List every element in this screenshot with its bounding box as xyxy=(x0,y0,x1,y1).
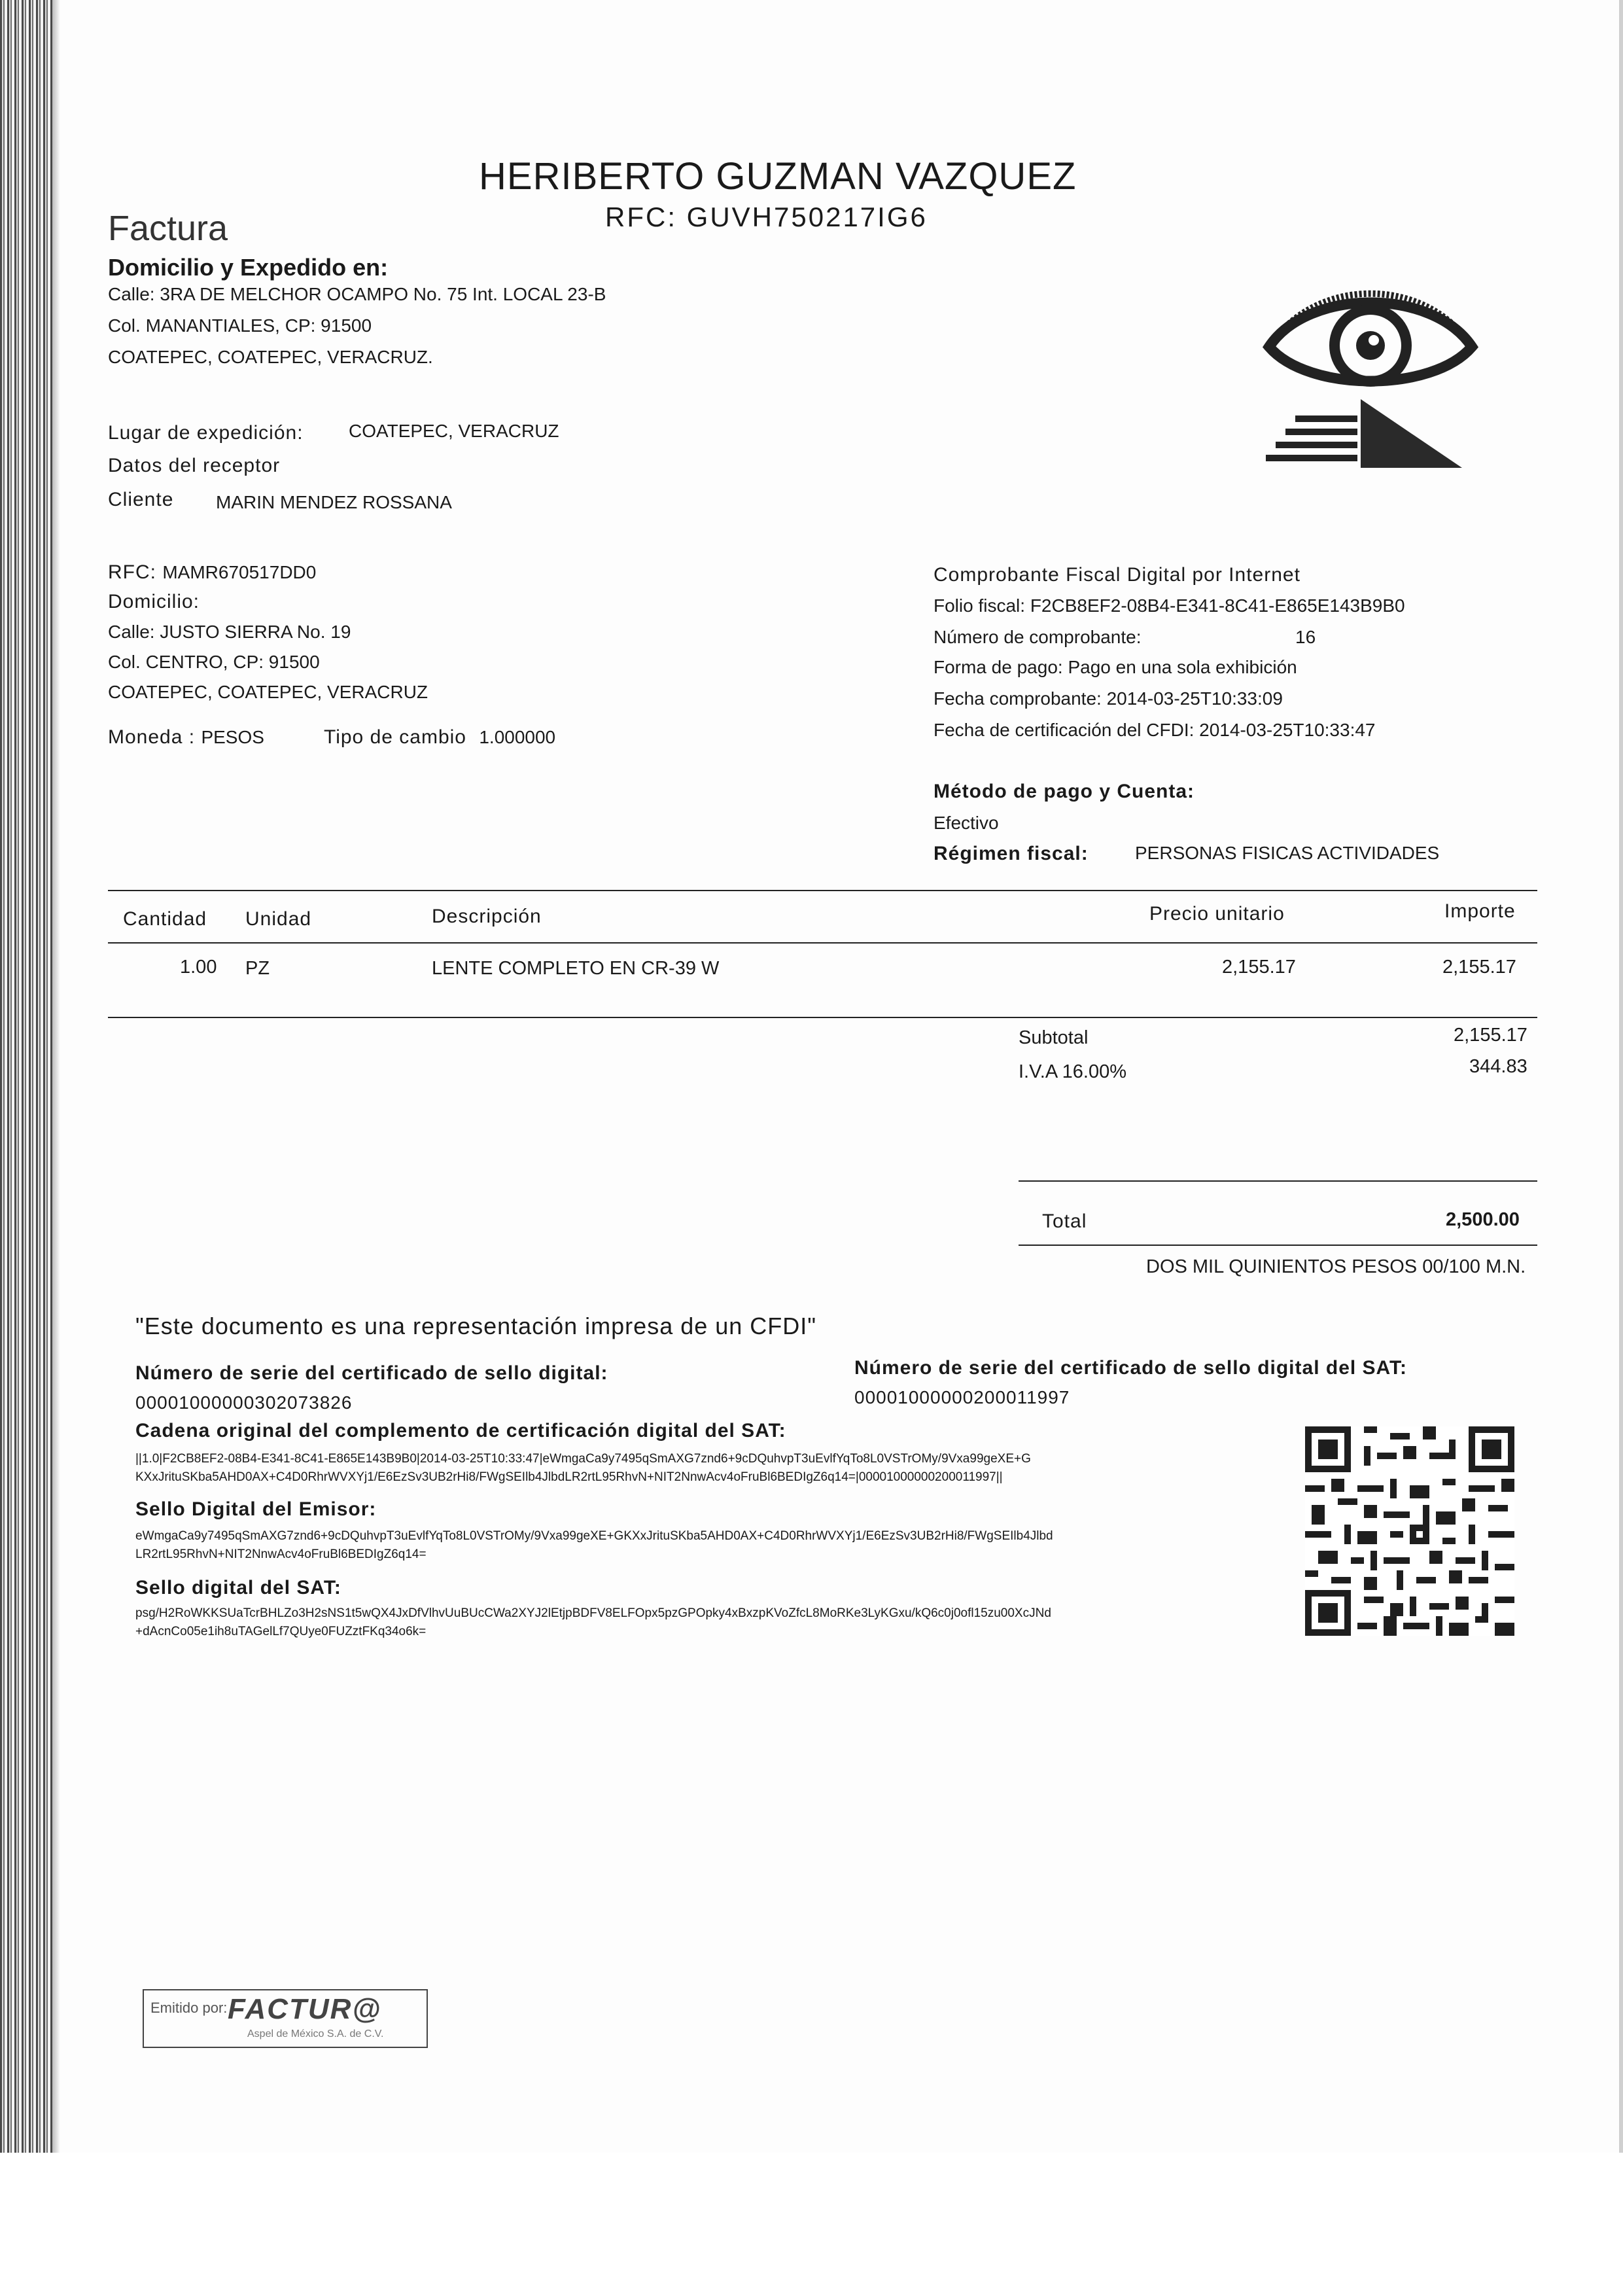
total-value: 2,500.00 xyxy=(1446,1209,1520,1230)
receptor-rfc-label: RFC: xyxy=(108,561,156,583)
lugar-label: Lugar de expedición: xyxy=(108,422,304,444)
row-descripcion: LENTE COMPLETO EN CR-39 W xyxy=(432,958,720,979)
moneda-value: PESOS xyxy=(201,727,264,747)
scan-edge xyxy=(0,0,52,2153)
sello-sat-label: Sello digital del SAT: xyxy=(135,1577,341,1598)
qr-code xyxy=(1305,1426,1514,1636)
total-letra: DOS MIL QUINIENTOS PESOS 00/100 M.N. xyxy=(1146,1256,1526,1277)
cfdi-representation: "Este documento es una representación impresa de un CFDI" xyxy=(135,1313,817,1339)
facture-stamp xyxy=(143,1989,428,2048)
regimen-value: PERSONAS FISICAS ACTIVIDADES xyxy=(1135,843,1440,863)
total-bottom-rule xyxy=(1019,1245,1537,1246)
cliente-label: Cliente xyxy=(108,489,174,510)
tipo-cambio-label: Tipo de cambio xyxy=(324,726,466,748)
table-header-rule xyxy=(108,942,1537,944)
cfdi-numero-label: Número de comprobante: xyxy=(934,627,1142,647)
cfdi-fecha-cert: Fecha de certificación del CFDI: 2014-03-25T10:33:47 xyxy=(934,720,1376,740)
cliente-value: MARIN MENDEZ ROSSANA xyxy=(216,492,452,512)
scan-bottom-margin xyxy=(0,2153,1623,2296)
tipo-cambio xyxy=(324,726,555,749)
regimen-label: Régimen fiscal: xyxy=(934,843,1089,864)
cfdi-heading: Comprobante Fiscal Digital por Internet xyxy=(934,564,1300,586)
issuer-name: HERIBERTO GUZMAN VAZQUEZ xyxy=(479,155,1077,198)
row-importe: 2,155.17 xyxy=(1442,957,1516,978)
cfdi-forma: Forma de pago: Pago en una sola exhibición xyxy=(934,657,1297,677)
issuer-rfc-value: GUVH750217IG6 xyxy=(686,202,928,232)
serie-sat-value: 00001000000200011997 xyxy=(854,1387,1070,1407)
moneda-label: Moneda : xyxy=(108,726,196,748)
serie-emisor-label: Número de serie del certificado de sello digital: xyxy=(135,1362,608,1384)
domicilio-line1: Calle: 3RA DE MELCHOR OCAMPO No. 75 Int. LOCAL 23-B xyxy=(108,284,606,304)
receptor-line2: Col. CENTRO, CP: 91500 xyxy=(108,652,320,672)
col-unidad: Unidad xyxy=(245,908,312,930)
moneda xyxy=(108,726,264,749)
metodo-heading: Método de pago y Cuenta: xyxy=(934,781,1195,802)
domicilio-line3: COATEPEC, COATEPEC, VERACRUZ. xyxy=(108,347,433,367)
doc-type-title: Factura xyxy=(108,209,228,248)
serie-sat-label: Número de serie del certificado de sello digital del SAT: xyxy=(854,1357,1407,1379)
col-cantidad: Cantidad xyxy=(123,908,207,930)
row-precio: 2,155.17 xyxy=(1222,957,1296,978)
receptor-line1: Calle: JUSTO SIERRA No. 19 xyxy=(108,622,351,642)
issuer-rfc xyxy=(605,202,928,233)
sello-emisor-label: Sello Digital del Emisor: xyxy=(135,1498,377,1520)
col-importe: Importe xyxy=(1444,900,1516,922)
receptor-line3: COATEPEC, COATEPEC, VERACRUZ xyxy=(108,682,428,702)
cadena-line2: KXxJrituSKba5AHD0AX+C4D0RhrWVXYj1/E6EzSv3UB2rHi8/FWgSEIlb4JlbdLR2rtL95RhvN+NIT2NnwAcv4oFruBl6BEDIgZ6q14=|00001000000200011997|| xyxy=(135,1470,1003,1484)
cfdi-folio: Folio fiscal: F2CB8EF2-08B4-E341-8C41-E865E143B9B0 xyxy=(934,595,1405,616)
cfdi-fecha: Fecha comprobante: 2014-03-25T10:33:09 xyxy=(934,688,1283,709)
col-descripcion: Descripción xyxy=(432,906,542,927)
total-label: Total xyxy=(1042,1210,1087,1232)
receptor-domicilio-label: Domicilio: xyxy=(108,591,200,612)
domicilio-line2: Col. MANANTIALES, CP: 91500 xyxy=(108,315,372,336)
row-unidad: PZ xyxy=(245,958,270,979)
tipo-cambio-value: 1.000000 xyxy=(479,727,556,747)
scan-right-edge xyxy=(1619,0,1623,2153)
iva-value: 344.83 xyxy=(1469,1056,1527,1077)
table-bottom-rule xyxy=(108,1017,1537,1018)
iva-label: I.V.A 16.00% xyxy=(1019,1061,1127,1082)
total-top-rule xyxy=(1019,1180,1537,1182)
domicilio-heading: Domicilio y Expedido en: xyxy=(108,254,389,281)
row-cantidad: 1.00 xyxy=(180,957,217,978)
subtotal-label: Subtotal xyxy=(1019,1027,1089,1048)
receptor-rfc xyxy=(108,561,316,584)
lugar-value: COATEPEC, VERACRUZ xyxy=(349,421,559,441)
subtotal-value: 2,155.17 xyxy=(1454,1025,1527,1046)
metodo-value: Efectivo xyxy=(934,813,999,833)
col-precio: Precio unitario xyxy=(1149,903,1285,925)
sello-emisor-line1: eWmgaCa9y7495qSmAXG7znd6+9cDQuhvpT3uEvlfYqTo8L0VSTrOMy/9Vxa99geXE+GKXxJrituSKba5AHD0AX+C4D0RhrWVXYj1/E6EzSv3UB2rHi8/FWgSEIlb4Jlbd xyxy=(135,1529,1053,1543)
table-top-rule xyxy=(108,890,1537,891)
facture-brand: FACTUR@ xyxy=(228,1993,382,2025)
scan-edge-shadow xyxy=(52,0,60,2153)
eye-pyramid-logo xyxy=(1256,268,1485,474)
sello-sat-line1: psg/H2RoWKKSUaTcrBHLZo3H2sNS1t5wQX4JxDfVlhvUuBUcCWa2XYJ2lEtjpBDFV8ELFOpx5pzGPOpky4xBxzpKVoZfcL8MoRKe3LyKGxu/kQ6c0j0ofl15zu00XcJNd xyxy=(135,1606,1051,1620)
receptor-rfc-value: MAMR670517DD0 xyxy=(162,562,317,582)
facture-emitido: Emitido por: xyxy=(150,2000,228,2016)
facture-sub: Aspel de México S.A. de C.V. xyxy=(247,2028,384,2040)
receptor-heading: Datos del receptor xyxy=(108,455,281,476)
cfdi-numero: 16 xyxy=(1295,627,1316,647)
sello-emisor-line2: LR2rtL95RhvN+NIT2NnwAcv4oFruBl6BEDIgZ6q14= xyxy=(135,1547,427,1561)
cadena-label: Cadena original del complemento de certificación digital del SAT: xyxy=(135,1420,786,1441)
cadena-line1: ||1.0|F2CB8EF2-08B4-E341-8C41-E865E143B9B0|2014-03-25T10:33:47|eWmgaCa9y7495qSmAXG7znd6+9cDQuhvpT3uEvlfYqTo8L0VSTrOMy/9Vxa99geXE+G xyxy=(135,1452,1031,1466)
serie-emisor-value: 00001000000302073826 xyxy=(135,1392,353,1413)
sello-sat-line2: +dAcnCo05e1ih8uTAGelLf7QUye0FUZztFKq34o6k= xyxy=(135,1625,427,1638)
issuer-rfc-label: RFC: xyxy=(605,202,677,232)
